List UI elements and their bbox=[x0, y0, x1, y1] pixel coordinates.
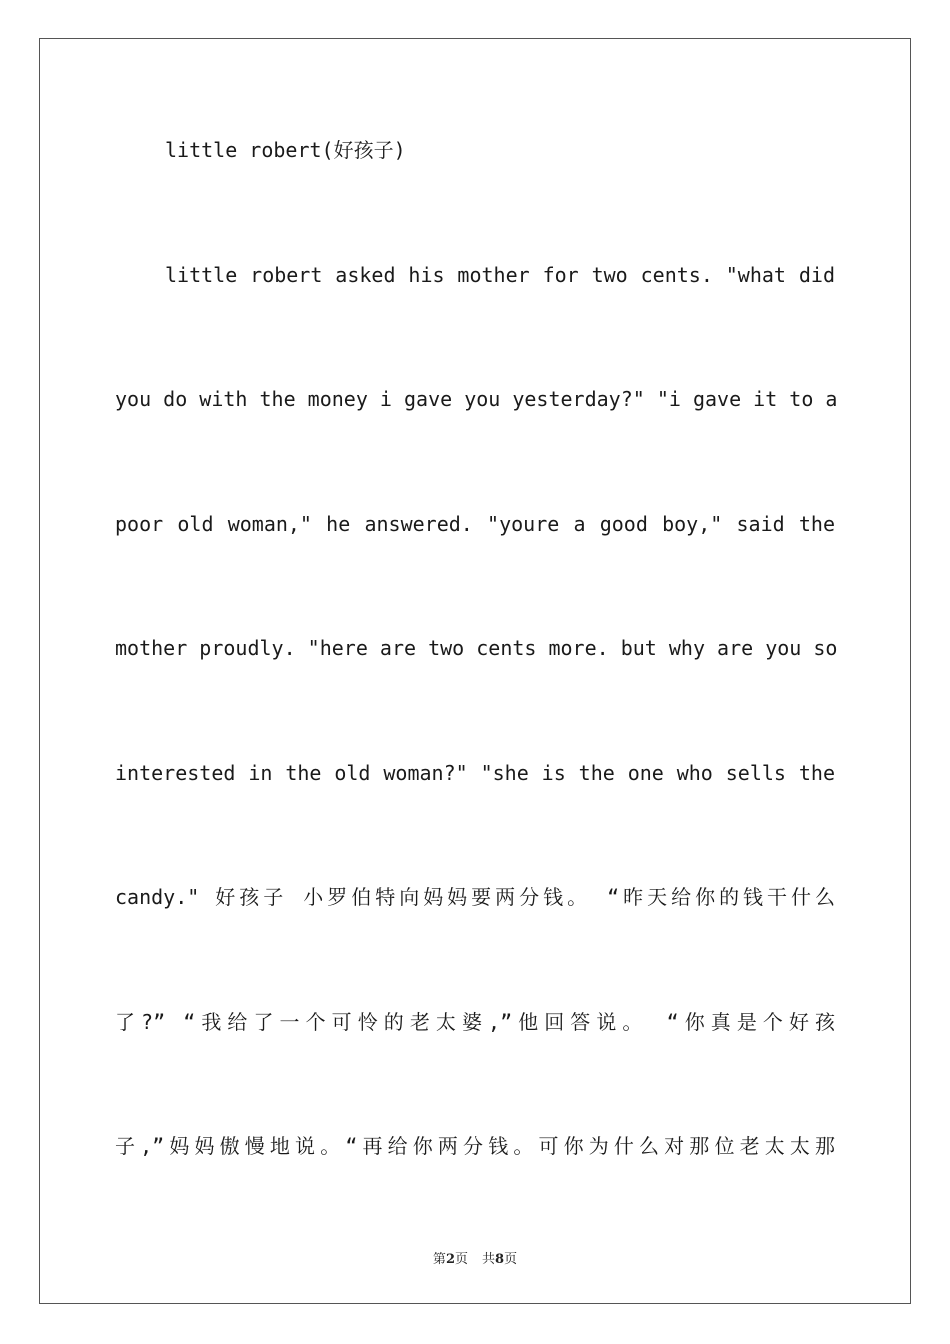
page-border bbox=[39, 38, 911, 1304]
paragraph-line-5: interested in the old woman?" "she is the one who sells the bbox=[115, 761, 835, 785]
page-prefix: 第 bbox=[432, 1252, 446, 1267]
paragraph-line-1: little robert asked his mother for two cents. "what did bbox=[165, 263, 835, 287]
paragraph-line-6: candy." 好孩子 小罗伯特向妈妈要两分钱。 “昨天给你的钱干什么 bbox=[115, 885, 835, 909]
paragraph-line-8: 子,”妈妈傲慢地说。“再给你两分钱。可你为什么对那位老太太那 bbox=[115, 1134, 835, 1158]
paragraph-line-2: you do with the money i gave you yesterday?" "i gave it to a bbox=[115, 387, 838, 411]
total-prefix: 共 bbox=[482, 1252, 496, 1267]
total-suffix: 页 bbox=[504, 1252, 518, 1267]
page-current-number: 2 bbox=[445, 1252, 455, 1267]
page-footer bbox=[0, 1248, 950, 1267]
page-total-number: 8 bbox=[495, 1252, 505, 1267]
paragraph-line-7: 了?” “我给了一个可怜的老太婆,”他回答说。 “你真是个好孩 bbox=[115, 1010, 835, 1034]
paragraph-line-3: poor old woman," he answered. "youre a good boy," said the bbox=[115, 512, 835, 536]
paragraph-line-4: mother proudly. "here are two cents more. but why are you so bbox=[115, 636, 838, 660]
page-suffix: 页 bbox=[454, 1252, 468, 1267]
document-title: little robert(好孩子) bbox=[165, 138, 406, 162]
